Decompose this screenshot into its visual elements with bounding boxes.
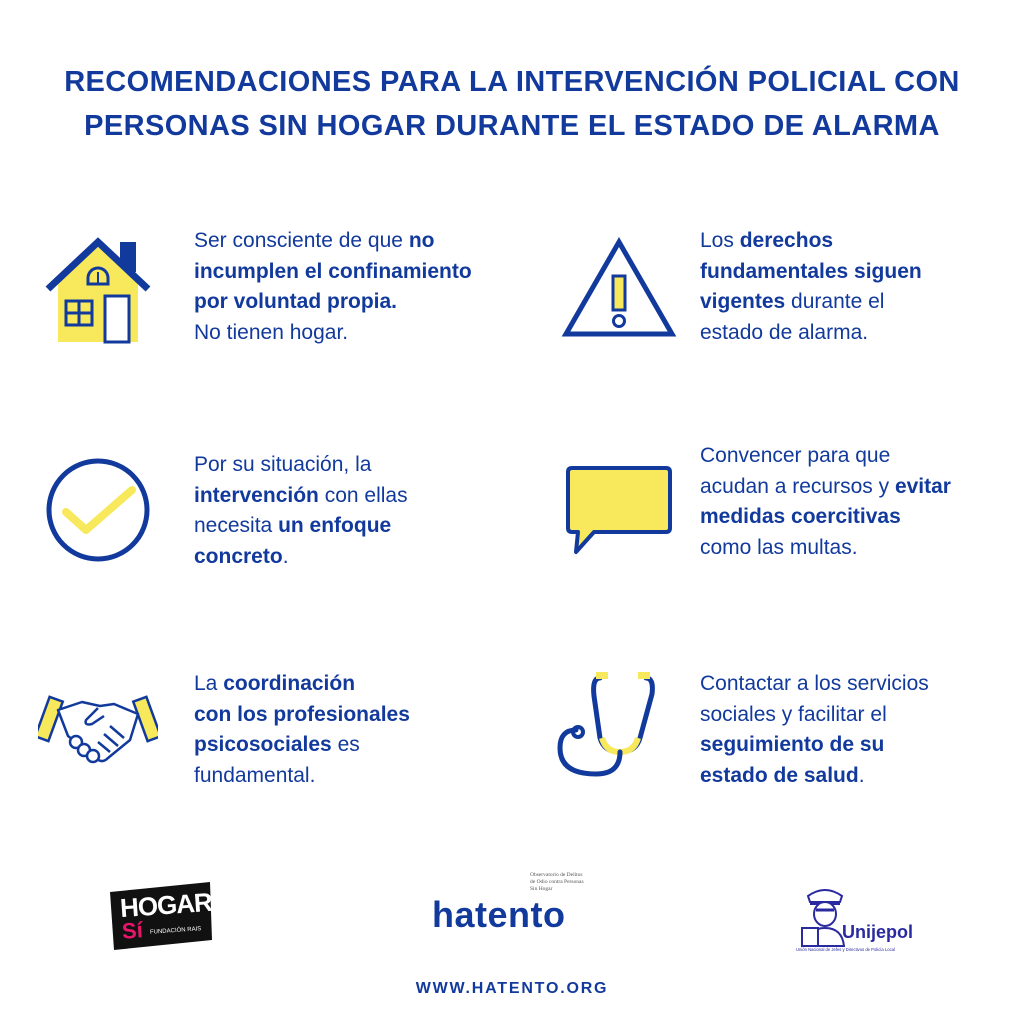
page-title-line-2: PERSONAS SIN HOGAR DURANTE EL ESTADO DE ALARMA [84,110,940,142]
text: fundamental. [194,763,316,787]
text-line [194,287,472,318]
bold-text: concreto [194,544,283,568]
hogar-si-logo[interactable] [110,882,212,950]
unijepol-logo[interactable] [796,884,928,956]
text: Los [700,229,740,252]
bold-text: incumplen el confinamiento [194,259,472,283]
hatento-caption-line-2: de Odio contra Personas [530,879,584,885]
hatento-caption-line-1: Observatorio de Delitos [530,872,583,878]
stethoscope-icon [552,668,664,780]
text-line [700,441,951,472]
hatento-wordmark: hatento [432,894,566,935]
text-line [194,450,408,481]
text: . [858,763,865,787]
text: Ser consciente de que [194,229,409,252]
text-line [194,257,472,288]
text-line [700,761,929,792]
item-text-confinement [194,226,472,348]
page-title-line-1: RECOMENDACIONES PARA LA INTERVENCIÓN POLICIAL CON [64,66,960,98]
bold-text: vigentes [700,290,786,313]
text: Convencer para que [700,444,891,467]
text: sociales y facilitar el [700,702,887,726]
speech-bubble-icon [564,462,674,558]
hatento-caption [530,872,584,893]
item-text-coordination [194,669,410,791]
text: Por su situación, la [194,453,372,476]
text: Contactar a los servicios [700,672,929,695]
bold-text: por voluntad propia. [194,290,397,313]
text-line [700,533,951,564]
bold-text: no [408,229,435,252]
house-icon [44,234,152,346]
text-line [194,511,408,542]
bold-text: medidas coercitivas [700,505,901,528]
bold-text: fundamentales siguen [700,259,922,283]
unijepol-caption: Unión Nacional de Jefes y Directivos de Policía Local [796,947,895,952]
bold-text: psicosociales [194,733,332,756]
text: La [194,672,224,695]
text-line [194,761,410,792]
warning-icon [560,234,678,340]
checkmark-icon [44,456,152,564]
text: No tienen hogar. [194,320,349,344]
text: durante el [785,290,885,313]
bold-text: derechos [739,229,834,252]
text: como las multas. [700,535,858,559]
text: con ellas [318,483,408,507]
handshake-icon [38,692,158,772]
text-line [700,700,929,731]
text-line [194,669,410,700]
text-line [700,730,929,761]
text: estado de alarma. [700,320,869,344]
text-line [700,669,929,700]
text-line [700,287,922,318]
bold-text: seguimiento de su [700,733,885,756]
hogar-si-sub: FUNDACIÓN RAIS [149,926,202,936]
text-line [194,700,410,731]
page-title [0,60,1024,148]
text-line [700,226,922,257]
text: necesita [194,514,279,537]
website-link[interactable]: WWW.HATENTO.ORG [415,980,609,997]
bold-text: estado de salud [700,763,859,787]
bold-text: coordinación [223,672,356,695]
bold-text: evitar [894,474,951,498]
bold-text: intervención [194,483,319,507]
text-line [194,226,472,257]
unijepol-wordmark: Unijepol [842,922,913,942]
bold-text: un enfoque [278,514,392,537]
hatento-logo[interactable] [430,872,600,944]
item-text-resources [700,441,951,563]
text-line [700,257,922,288]
hatento-caption-line-3: Sin Hogar [530,886,553,892]
text-line [700,472,951,503]
text-line [194,318,472,349]
text: . [282,544,289,568]
item-text-rights [700,226,922,348]
text: es [331,733,360,756]
text-line [700,502,951,533]
text-line [194,481,408,512]
text: acudan a recursos y [700,474,895,498]
text-line [194,542,408,573]
item-text-health [700,669,929,791]
item-text-intervention [194,450,408,572]
bold-text: con los profesionales [194,702,410,726]
text-line [194,730,410,761]
hogar-si-word1: HOGAR [119,886,213,924]
text-line [700,318,922,349]
hogar-si-word2: Sí [121,917,144,944]
